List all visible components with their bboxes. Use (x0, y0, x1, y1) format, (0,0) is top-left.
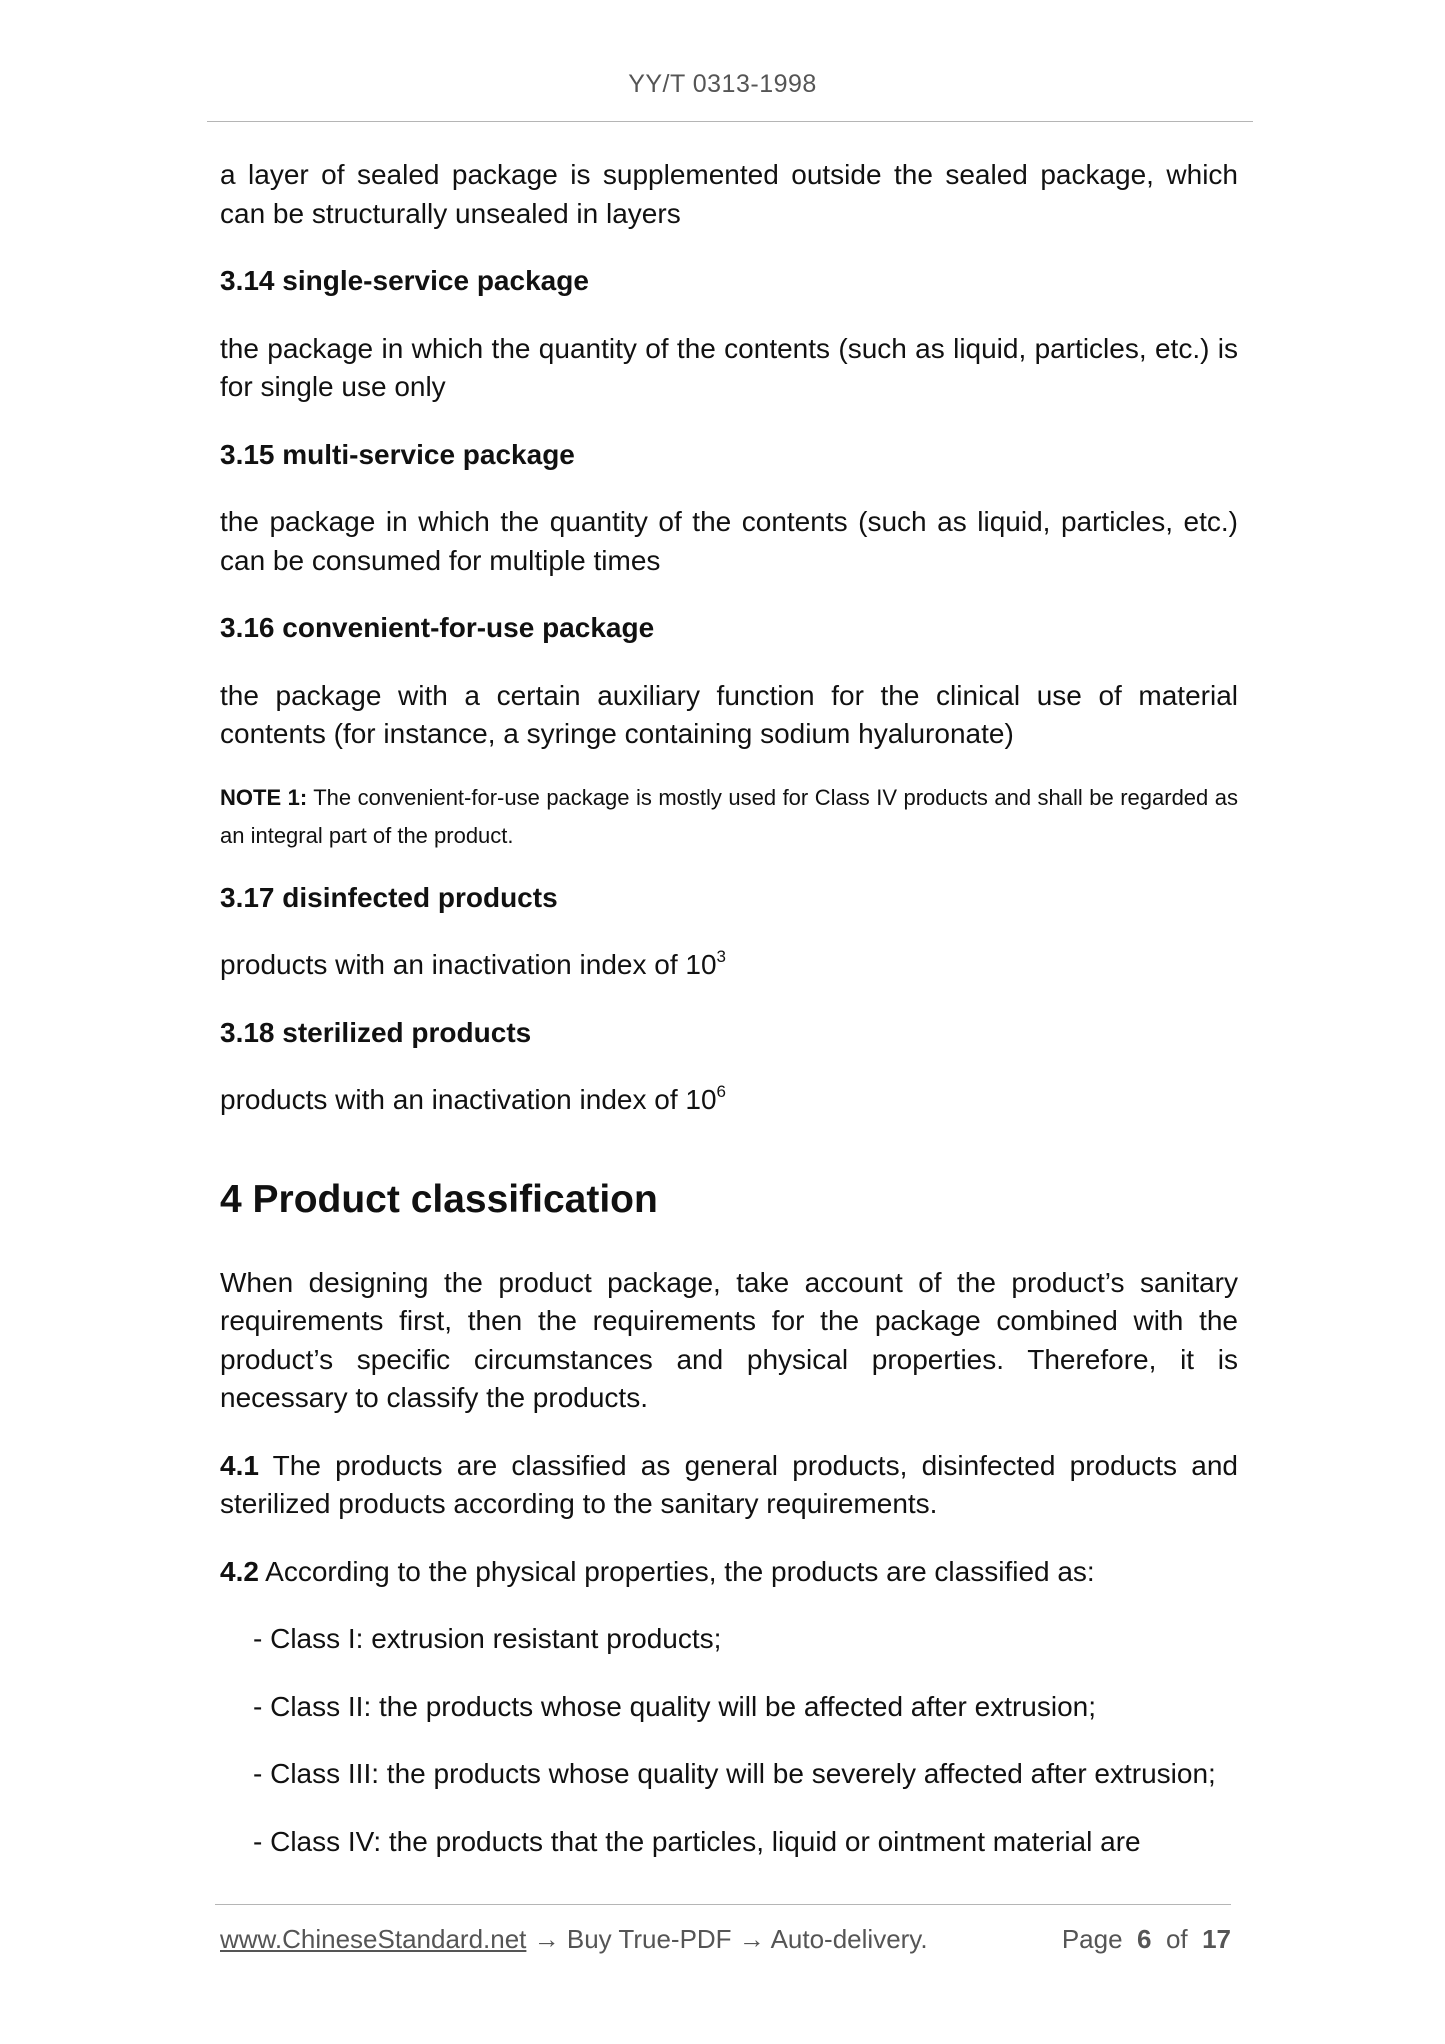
footer-promo (220, 1924, 928, 1955)
note-1 (220, 779, 1238, 855)
clause-4-1-number: 4.1 (220, 1449, 259, 1481)
clause-3-17-exponent: 3 (716, 947, 726, 966)
clause-4-2 (220, 1553, 1238, 1592)
clause-4-2-number: 4.2 (220, 1555, 259, 1587)
clause-3-14-title: 3.14 single-service package (220, 265, 589, 296)
clause-3-16-title: 3.16 convenient-for-use package (220, 612, 655, 643)
clause-3-18-title: 3.18 sterilized products (220, 1016, 532, 1048)
class-list-item-1: - Class I: extrusion resistant products; (253, 1623, 722, 1654)
clause-3-17-title: 3.17 disinfected products (220, 881, 558, 913)
clause-4-1-text: The products are classified as general products, disinfected products and sterilized products according to the sanitary requirements. (220, 1449, 1238, 1519)
note-label: NOTE 1: (220, 784, 308, 810)
clause-3-18-exponent: 6 (716, 1082, 726, 1101)
header-divider (207, 121, 1253, 122)
class-list-item-4: - Class IV: the products that the particles, liquid or ointment material are (253, 1825, 1141, 1857)
clause-3-18-text-line (220, 1081, 1238, 1120)
clause-3-15-title: 3.15 multi-service package (220, 438, 575, 470)
class-list-item-2: - Class II: the products whose quality will be affected after extrusion; (253, 1690, 1097, 1722)
clause-3-15-text: the package in which the quantity of the contents (such as liquid, particles, etc.) can be consumed for multiple times (220, 506, 1238, 576)
website-link[interactable]: www.ChineseStandard.net (220, 1924, 527, 1954)
document-code-header: YY/T 0313-1998 (628, 70, 817, 98)
footer-promo-text: → Buy True-PDF → Auto-delivery. (526, 1924, 928, 1954)
clause-3-17-text: products with an inactivation index of 10 (220, 949, 717, 980)
continuation-paragraph: a layer of sealed package is supplemented outside the sealed package, which can be structurally unsealed in layers (220, 159, 1238, 229)
page-of-label: of (1165, 1924, 1188, 1954)
clause-3-18-text: products with an inactivation index of 10 (220, 1084, 717, 1115)
clause-3-17-text-line (220, 946, 1238, 985)
page-counter (1062, 1924, 1231, 1955)
document-body (220, 156, 1238, 1890)
page-label: Page (1061, 1924, 1123, 1954)
clause-4-1 (220, 1447, 1238, 1524)
page-current: 6 (1137, 1924, 1152, 1954)
clause-3-14-text: the package in which the quantity of the contents (such as liquid, particles, etc.) is for single use only (220, 332, 1238, 402)
page-footer (220, 1924, 1231, 1960)
clause-4-2-text: According to the physical properties, the products are classified as: (258, 1555, 1095, 1587)
section-4-heading: 4 Product classification (220, 1177, 658, 1221)
clause-3-16-text: the package with a certain auxiliary function for the clinical use of material contents (for instance, a syringe containing sodium hyaluronate) (220, 679, 1238, 749)
note-text: The convenient-for-use package is mostly used for Class IV products and shall be regarded as an integral part of the product. (220, 784, 1238, 848)
footer-divider (215, 1904, 1231, 1905)
section-4-intro: When designing the product package, take account of the product’s sanitary requirements first, then the requirements for the package combined with the product’s specific circumstances and physical properties. Therefore, it is necessary to classify the products. (220, 1266, 1238, 1413)
page-total: 17 (1202, 1924, 1231, 1954)
class-list-item-3: - Class III: the products whose quality will be severely affected after extrusion; (253, 1758, 1216, 1789)
